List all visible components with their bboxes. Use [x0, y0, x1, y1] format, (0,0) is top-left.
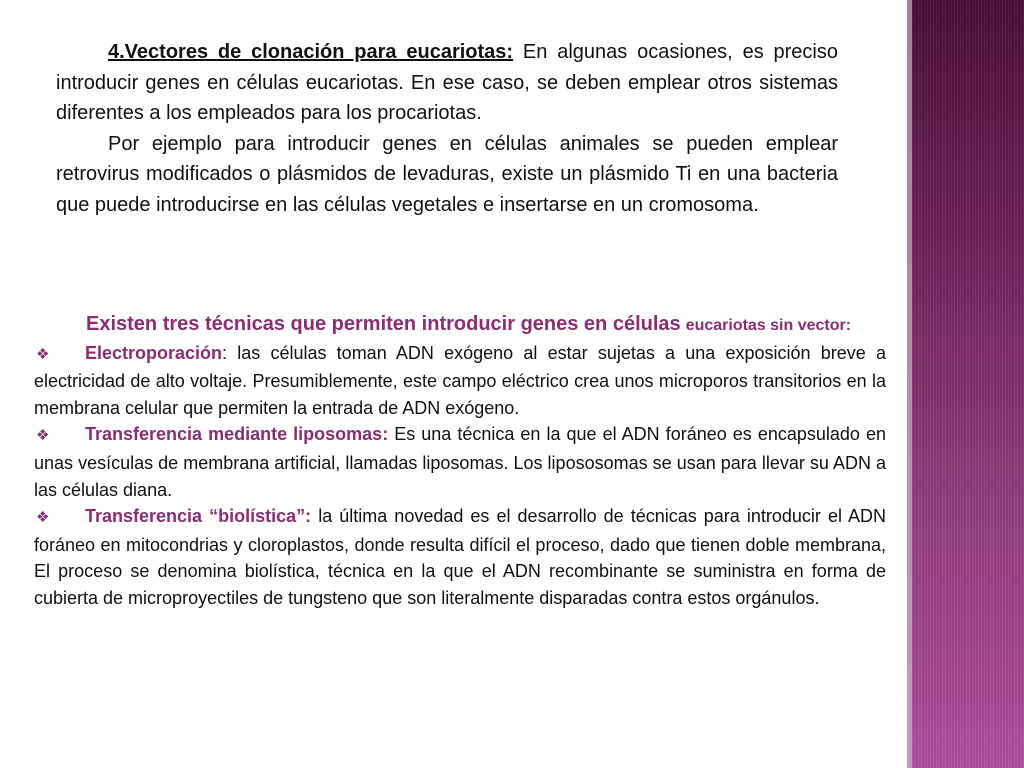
technique-term: Electroporación — [85, 342, 223, 363]
diamond-bullet-icon: ❖ — [36, 345, 50, 363]
paragraph-intro-text: En algunas ocasiones, es preciso introducir genes en células eucariotas. En ese caso, se deben emplear otros sistemas diferentes a los empleados para los procariotas. — [56, 41, 838, 124]
section-vectores-eucariotas — [56, 37, 838, 220]
list-item-biolistica — [34, 503, 886, 611]
paragraph-intro — [56, 37, 838, 129]
technique-description: Es una técnica en la que el ADN foráneo es encapsulado en unas vesículas de membrana artificial, llamadas liposomas. Los lipososomas se usan para llevar su ADN a las células diana. — [34, 424, 886, 500]
section-tecnicas-sin-vector — [34, 311, 886, 612]
list-item-electroporacion — [34, 340, 886, 422]
list-item-liposomas — [34, 421, 886, 503]
diamond-bullet-icon: ❖ — [36, 427, 50, 445]
techniques-intro — [34, 311, 886, 340]
technique-description: : las células toman ADN exógeno al estar sujetas a una exposición breve a electricidad de alto voltaje. Presumiblemente, este campo eléctrico crea unos microporos transitorios en la membrana celular que permiten la entrada de ADN exógeno. — [34, 342, 886, 418]
technique-term: Transferencia mediante liposomas: — [85, 424, 389, 445]
techniques-intro-line1: Existen tres técnicas que permiten introducir genes en células — [86, 313, 681, 335]
decorative-side-band — [912, 0, 1024, 768]
paragraph-example: Por ejemplo para introducir genes en células animales se pueden emplear retrovirus modificados o plásmidos de levaduras, existe un plásmido Ti en una bacteria que puede introducirse en las células vegetales e insertarse en un cromosoma. — [56, 132, 838, 216]
technique-term: Transferencia “biolística”: — [85, 506, 312, 527]
section-heading: 4.Vectores de clonación para eucariotas: — [108, 41, 514, 63]
diamond-bullet-icon: ❖ — [36, 509, 50, 527]
technique-description: la última novedad es el desarrollo de técnicas para introducir el ADN foráneo en mitocondrias y cloroplastos, donde resulta difícil el proceso, dado que tienen doble membrana, El proceso se denomina biolística, técnica en la que el ADN recombinante se suministra en forma de cubierta de microproyectiles de tungsteno que son literalmente disparadas contra estos orgánulos. — [34, 506, 887, 608]
techniques-intro-line2: eucariotas sin vector: — [685, 317, 852, 334]
